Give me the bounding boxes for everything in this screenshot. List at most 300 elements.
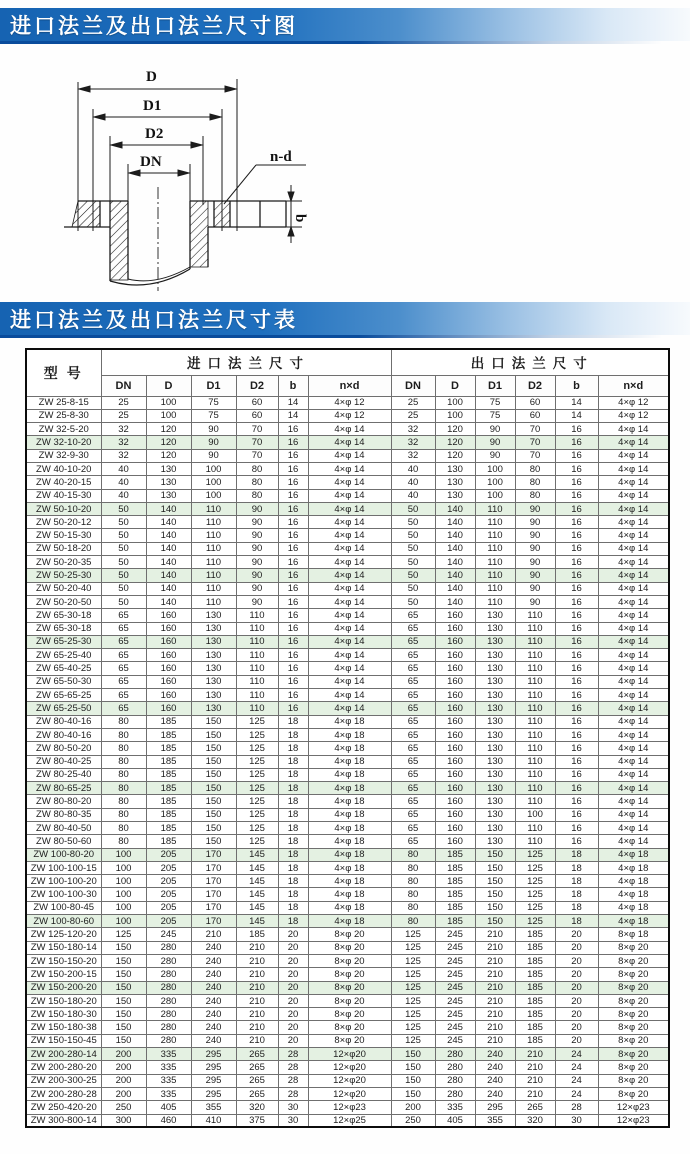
dimension-cell: 4×φ 14 — [308, 529, 391, 542]
dimension-cell: 320 — [236, 1101, 278, 1114]
dimension-cell: 110 — [191, 529, 236, 542]
dimension-cell: 240 — [191, 1021, 236, 1034]
dimension-cell: 110 — [236, 635, 278, 648]
dimension-cell: 160 — [435, 689, 475, 702]
dimension-cell: 210 — [236, 1034, 278, 1047]
dimension-cell: 150 — [191, 822, 236, 835]
dimension-cell: 185 — [515, 928, 555, 941]
dimension-cell: 125 — [236, 795, 278, 808]
dimension-cell: 210 — [236, 954, 278, 967]
model-cell: ZW 25-8-15 — [26, 396, 101, 409]
dimension-cell: 16 — [278, 423, 308, 436]
model-cell: ZW 80-65-25 — [26, 782, 101, 795]
dimension-cell: 160 — [146, 662, 191, 675]
dimension-cell: 80 — [515, 462, 555, 475]
dimension-cell: 110 — [515, 675, 555, 688]
dimension-cell: 140 — [146, 556, 191, 569]
dimension-cell: 65 — [391, 675, 435, 688]
dimension-cell: 75 — [475, 396, 515, 409]
dimension-cell: 130 — [475, 808, 515, 821]
dimension-cell: 16 — [555, 835, 598, 848]
dimension-cell: 4×φ 14 — [598, 715, 669, 728]
dimension-cell: 120 — [146, 423, 191, 436]
dimension-cell: 90 — [515, 595, 555, 608]
dimension-cell: 75 — [191, 409, 236, 422]
dimension-cell: 4×φ 14 — [598, 835, 669, 848]
dimension-cell: 24 — [555, 1087, 598, 1100]
table-row — [26, 489, 669, 502]
dimension-cell: 18 — [278, 755, 308, 768]
model-cell: ZW 32-9-30 — [26, 449, 101, 462]
dimension-cell: 130 — [475, 768, 515, 781]
dimension-cell: 150 — [191, 795, 236, 808]
table-row — [26, 449, 669, 462]
dimension-cell: 4×φ 14 — [598, 742, 669, 755]
dimension-cell: 4×φ 12 — [308, 409, 391, 422]
dimension-cell: 4×φ 18 — [308, 901, 391, 914]
dimension-cell: 150 — [391, 1061, 435, 1074]
dimension-cell: 20 — [555, 994, 598, 1007]
dimension-cell: 4×φ 14 — [598, 595, 669, 608]
table-row — [26, 476, 669, 489]
dimension-cell: 60 — [236, 409, 278, 422]
dimension-cell: 245 — [146, 928, 191, 941]
dimension-cell: 65 — [391, 635, 435, 648]
table-row — [26, 875, 669, 888]
dimension-cell: 90 — [236, 569, 278, 582]
dimension-cell: 12×φ20 — [308, 1061, 391, 1074]
dimension-cell: 50 — [101, 556, 146, 569]
table-row — [26, 1048, 669, 1061]
dimension-cell: 210 — [515, 1061, 555, 1074]
dimension-cell: 170 — [191, 848, 236, 861]
dimension-cell: 4×φ 18 — [308, 848, 391, 861]
dimension-cell: 210 — [475, 1021, 515, 1034]
dimension-cell: 20 — [278, 1008, 308, 1021]
dimension-cell: 140 — [146, 516, 191, 529]
dimension-cell: 110 — [236, 702, 278, 715]
dimension-cell: 16 — [555, 742, 598, 755]
dimension-cell: 125 — [391, 994, 435, 1007]
dimension-cell: 80 — [101, 715, 146, 728]
dimension-cell: 240 — [475, 1048, 515, 1061]
dimension-cell: 130 — [475, 782, 515, 795]
dimension-cell: 8×φ 20 — [308, 994, 391, 1007]
dimension-cell: 16 — [278, 502, 308, 515]
dimension-cell: 28 — [278, 1061, 308, 1074]
dimension-cell: 280 — [146, 981, 191, 994]
dimension-cell: 100 — [191, 489, 236, 502]
dimension-cell: 240 — [191, 1008, 236, 1021]
dimension-cell: 4×φ 14 — [598, 675, 669, 688]
dimension-cell: 80 — [391, 901, 435, 914]
dimension-cell: 20 — [278, 968, 308, 981]
table-row — [26, 782, 669, 795]
dimension-cell: 50 — [391, 582, 435, 595]
dimension-cell: 16 — [555, 728, 598, 741]
dimension-cell: 280 — [146, 1008, 191, 1021]
column-header-inlet-D1: D1 — [191, 375, 236, 396]
dimension-cell: 185 — [435, 861, 475, 874]
dimension-cell: 150 — [191, 835, 236, 848]
table-row — [26, 795, 669, 808]
dimension-cell: 30 — [555, 1114, 598, 1127]
dimension-cell: 65 — [101, 649, 146, 662]
dimension-cell: 110 — [515, 702, 555, 715]
table-row — [26, 635, 669, 648]
model-cell: ZW 100-80-20 — [26, 848, 101, 861]
model-cell: ZW 80-40-16 — [26, 715, 101, 728]
model-cell: ZW 125-120-20 — [26, 928, 101, 941]
dimension-cell: 185 — [146, 808, 191, 821]
dimension-cell: 4×φ 14 — [308, 689, 391, 702]
dimension-cell: 130 — [475, 755, 515, 768]
dimension-cell: 50 — [391, 569, 435, 582]
dimension-cell: 265 — [236, 1061, 278, 1074]
table-row — [26, 1008, 669, 1021]
dimension-cell: 130 — [475, 728, 515, 741]
dimension-cell: 160 — [435, 622, 475, 635]
model-cell: ZW 80-40-16 — [26, 728, 101, 741]
dimension-cell: 130 — [191, 662, 236, 675]
dimension-cell: 265 — [236, 1048, 278, 1061]
dimension-cell: 90 — [475, 449, 515, 462]
dimension-cell: 16 — [555, 822, 598, 835]
dimension-cell: 12×φ23 — [308, 1101, 391, 1114]
dimension-cell: 150 — [101, 1021, 146, 1034]
dimension-cell: 20 — [555, 928, 598, 941]
dimension-cell: 65 — [391, 622, 435, 635]
model-cell: ZW 100-80-60 — [26, 915, 101, 928]
dimension-cell: 16 — [555, 675, 598, 688]
dimension-cell: 18 — [278, 875, 308, 888]
dimension-cell: 16 — [278, 476, 308, 489]
dimension-cell: 130 — [146, 489, 191, 502]
dimension-cell: 170 — [191, 915, 236, 928]
inlet-group-header: 进口法兰尺寸 — [101, 349, 391, 375]
column-header-inlet-b: b — [278, 375, 308, 396]
dimension-cell: 4×φ 14 — [308, 635, 391, 648]
dimension-cell: 295 — [191, 1048, 236, 1061]
dimension-cell: 18 — [278, 715, 308, 728]
dimension-cell: 110 — [515, 742, 555, 755]
dimension-cell: 130 — [475, 662, 515, 675]
dimension-cell: 130 — [191, 609, 236, 622]
dimension-cell: 185 — [435, 875, 475, 888]
dimension-cell: 280 — [146, 954, 191, 967]
table-row — [26, 689, 669, 702]
dimension-cell: 160 — [435, 755, 475, 768]
dimension-cell: 4×φ 14 — [308, 449, 391, 462]
dimension-cell: 245 — [435, 941, 475, 954]
dimension-cell: 110 — [191, 582, 236, 595]
dimension-cell: 16 — [555, 436, 598, 449]
dimension-cell: 90 — [515, 502, 555, 515]
dimension-cell: 16 — [278, 689, 308, 702]
dimension-cell: 125 — [236, 808, 278, 821]
dimension-cell: 120 — [435, 423, 475, 436]
dimension-cell: 245 — [435, 954, 475, 967]
dimension-cell: 185 — [146, 742, 191, 755]
dimension-cell: 70 — [515, 436, 555, 449]
dimension-cell: 16 — [278, 542, 308, 555]
model-cell: ZW 150-180-38 — [26, 1021, 101, 1034]
dimension-cell: 16 — [555, 502, 598, 515]
dimension-cell: 185 — [146, 768, 191, 781]
dimension-cell: 70 — [236, 449, 278, 462]
dimension-cell: 100 — [101, 848, 146, 861]
dimension-cell: 150 — [475, 848, 515, 861]
table-row — [26, 768, 669, 781]
dimension-cell: 20 — [555, 968, 598, 981]
model-cell: ZW 100-100-30 — [26, 888, 101, 901]
dimension-cell: 185 — [236, 928, 278, 941]
dimension-cell: 12×φ25 — [308, 1114, 391, 1127]
dimension-cell: 170 — [191, 888, 236, 901]
dimension-cell: 240 — [191, 981, 236, 994]
dimension-cell: 16 — [555, 516, 598, 529]
section-header-diagram — [0, 8, 690, 41]
dimension-cell: 210 — [475, 994, 515, 1007]
dimension-cell: 4×φ 14 — [308, 516, 391, 529]
dimension-cell: 205 — [146, 901, 191, 914]
dimension-cell: 130 — [435, 476, 475, 489]
dimension-cell: 4×φ 14 — [598, 755, 669, 768]
table-row — [26, 1114, 669, 1127]
dimension-cell: 130 — [475, 715, 515, 728]
dimension-cell: 80 — [391, 875, 435, 888]
flange-table-wrap — [25, 348, 668, 1128]
dimension-cell: 65 — [391, 702, 435, 715]
dimension-cell: 140 — [146, 542, 191, 555]
dimension-cell: 80 — [101, 795, 146, 808]
model-cell: ZW 32-10-20 — [26, 436, 101, 449]
dimension-cell: 185 — [515, 994, 555, 1007]
dimension-cell: 18 — [278, 728, 308, 741]
dimension-cell: 240 — [475, 1061, 515, 1074]
dimension-cell: 90 — [515, 542, 555, 555]
dimension-cell: 20 — [278, 1034, 308, 1047]
dimension-cell: 130 — [191, 702, 236, 715]
dimension-cell: 245 — [435, 928, 475, 941]
dimension-cell: 65 — [391, 742, 435, 755]
dimension-cell: 8×φ 20 — [308, 954, 391, 967]
dimension-cell: 4×φ 14 — [308, 582, 391, 595]
dimension-cell: 160 — [435, 715, 475, 728]
table-row — [26, 502, 669, 515]
dimension-cell: 18 — [278, 782, 308, 795]
model-cell: ZW 25-8-30 — [26, 409, 101, 422]
dimension-cell: 50 — [391, 595, 435, 608]
dimension-cell: 18 — [555, 861, 598, 874]
model-cell: ZW 50-15-30 — [26, 529, 101, 542]
dimension-cell: 125 — [391, 1008, 435, 1021]
dimension-cell: 12×φ23 — [598, 1101, 669, 1114]
dimension-cell: 18 — [278, 768, 308, 781]
table-row — [26, 968, 669, 981]
dimension-cell: 160 — [146, 689, 191, 702]
dimension-cell: 145 — [236, 848, 278, 861]
dimension-cell: 16 — [278, 516, 308, 529]
dimension-cell: 65 — [391, 835, 435, 848]
dimension-cell: 110 — [515, 622, 555, 635]
dimension-cell: 110 — [475, 529, 515, 542]
dimension-cell: 80 — [236, 489, 278, 502]
dimension-cell: 80 — [101, 835, 146, 848]
dimension-cell: 4×φ 14 — [308, 476, 391, 489]
table-row — [26, 981, 669, 994]
column-header-inlet-D2: D2 — [236, 375, 278, 396]
dimension-cell: 80 — [101, 808, 146, 821]
dimension-cell: 100 — [515, 808, 555, 821]
model-cell: ZW 65-30-18 — [26, 622, 101, 635]
dimension-cell: 150 — [101, 981, 146, 994]
column-header-outlet-D1: D1 — [475, 375, 515, 396]
table-row — [26, 1087, 669, 1100]
dimension-cell: 4×φ 14 — [598, 542, 669, 555]
dimension-cell: 16 — [278, 702, 308, 715]
dimension-cell: 50 — [101, 516, 146, 529]
dimension-cell: 4×φ 14 — [308, 502, 391, 515]
dimension-cell: 80 — [391, 861, 435, 874]
dim-label-b: b — [292, 214, 308, 223]
dimension-cell: 130 — [475, 635, 515, 648]
column-header-outlet-DN: DN — [391, 375, 435, 396]
dimension-cell: 4×φ 12 — [308, 396, 391, 409]
dimension-cell: 65 — [101, 689, 146, 702]
dimension-cell: 160 — [146, 649, 191, 662]
dimension-cell: 280 — [435, 1048, 475, 1061]
dimension-cell: 110 — [515, 689, 555, 702]
dimension-cell: 28 — [278, 1074, 308, 1087]
dimension-cell: 145 — [236, 888, 278, 901]
dimension-cell: 240 — [191, 1034, 236, 1047]
dimension-cell: 160 — [435, 782, 475, 795]
table-row — [26, 542, 669, 555]
dimension-cell: 4×φ 14 — [308, 423, 391, 436]
dimension-cell: 4×φ 18 — [308, 875, 391, 888]
dimension-cell: 210 — [236, 1008, 278, 1021]
dimension-cell: 4×φ 14 — [308, 489, 391, 502]
dimension-cell: 4×φ 14 — [598, 795, 669, 808]
dimension-cell: 405 — [435, 1114, 475, 1127]
dimension-cell: 18 — [555, 888, 598, 901]
dimension-cell: 50 — [101, 542, 146, 555]
dimension-cell: 100 — [101, 901, 146, 914]
model-cell: ZW 50-20-50 — [26, 595, 101, 608]
dimension-cell: 40 — [101, 489, 146, 502]
dimension-cell: 130 — [191, 622, 236, 635]
dimension-cell: 250 — [101, 1101, 146, 1114]
dimension-cell: 100 — [101, 875, 146, 888]
dimension-cell: 355 — [191, 1101, 236, 1114]
model-cell: ZW 80-40-50 — [26, 822, 101, 835]
dimension-cell: 130 — [475, 822, 515, 835]
table-row — [26, 516, 669, 529]
dimension-cell: 280 — [146, 968, 191, 981]
dimension-cell: 14 — [555, 409, 598, 422]
dim-label-DN: DN — [140, 154, 162, 170]
table-row — [26, 436, 669, 449]
model-cell: ZW 65-25-50 — [26, 702, 101, 715]
dimension-cell: 18 — [555, 915, 598, 928]
dimension-cell: 150 — [475, 861, 515, 874]
dimension-cell: 16 — [555, 795, 598, 808]
dimension-cell: 110 — [475, 595, 515, 608]
table-row — [26, 954, 669, 967]
dimension-cell: 145 — [236, 875, 278, 888]
column-header-outlet-D: D — [435, 375, 475, 396]
dimension-cell: 140 — [435, 502, 475, 515]
dimension-cell: 100 — [475, 489, 515, 502]
dimension-cell: 160 — [146, 702, 191, 715]
dimension-cell: 130 — [475, 835, 515, 848]
table-row — [26, 901, 669, 914]
dimension-cell: 160 — [435, 635, 475, 648]
dimension-cell: 125 — [515, 915, 555, 928]
dimension-cell: 160 — [435, 795, 475, 808]
dimension-cell: 125 — [515, 901, 555, 914]
dimension-cell: 50 — [101, 502, 146, 515]
dimension-cell: 4×φ 14 — [598, 502, 669, 515]
dimension-cell: 18 — [278, 901, 308, 914]
table-row — [26, 1021, 669, 1034]
dimension-cell: 150 — [191, 742, 236, 755]
dimension-cell: 150 — [191, 755, 236, 768]
dimension-cell: 120 — [435, 449, 475, 462]
model-cell: ZW 40-10-20 — [26, 462, 101, 475]
dimension-cell: 8×φ 20 — [598, 1061, 669, 1074]
dimension-cell: 125 — [236, 768, 278, 781]
dimension-cell: 90 — [515, 516, 555, 529]
dimension-cell: 20 — [278, 1021, 308, 1034]
dimension-cell: 120 — [435, 436, 475, 449]
dimension-cell: 4×φ 14 — [598, 556, 669, 569]
dimension-cell: 4×φ 14 — [598, 516, 669, 529]
dimension-cell: 65 — [101, 622, 146, 635]
dimension-cell: 90 — [515, 529, 555, 542]
dimension-cell: 150 — [191, 808, 236, 821]
dimension-cell: 32 — [101, 449, 146, 462]
model-cell: ZW 150-200-15 — [26, 968, 101, 981]
model-cell: ZW 40-15-30 — [26, 489, 101, 502]
dimension-cell: 8×φ 20 — [598, 1048, 669, 1061]
dimension-cell: 4×φ 14 — [308, 569, 391, 582]
dimension-cell: 150 — [101, 1008, 146, 1021]
column-header-outlet-n×d: n×d — [598, 375, 669, 396]
table-row — [26, 556, 669, 569]
dimension-cell: 16 — [278, 556, 308, 569]
dimension-cell: 4×φ 18 — [308, 715, 391, 728]
dimension-cell: 145 — [236, 901, 278, 914]
dimension-cell: 80 — [101, 742, 146, 755]
dimension-cell: 185 — [146, 755, 191, 768]
dimension-cell: 50 — [391, 516, 435, 529]
dimension-cell: 80 — [391, 888, 435, 901]
dimension-cell: 60 — [236, 396, 278, 409]
dimension-cell: 16 — [555, 462, 598, 475]
dimension-cell: 150 — [101, 941, 146, 954]
dimension-cell: 4×φ 18 — [598, 875, 669, 888]
dimension-cell: 110 — [236, 689, 278, 702]
dimension-cell: 16 — [555, 489, 598, 502]
dimension-cell: 4×φ 18 — [308, 888, 391, 901]
dimension-cell: 4×φ 14 — [308, 662, 391, 675]
dimension-cell: 110 — [515, 662, 555, 675]
outlet-group-header: 出口法兰尺寸 — [391, 349, 669, 375]
dimension-cell: 185 — [435, 848, 475, 861]
dimension-cell: 65 — [391, 822, 435, 835]
